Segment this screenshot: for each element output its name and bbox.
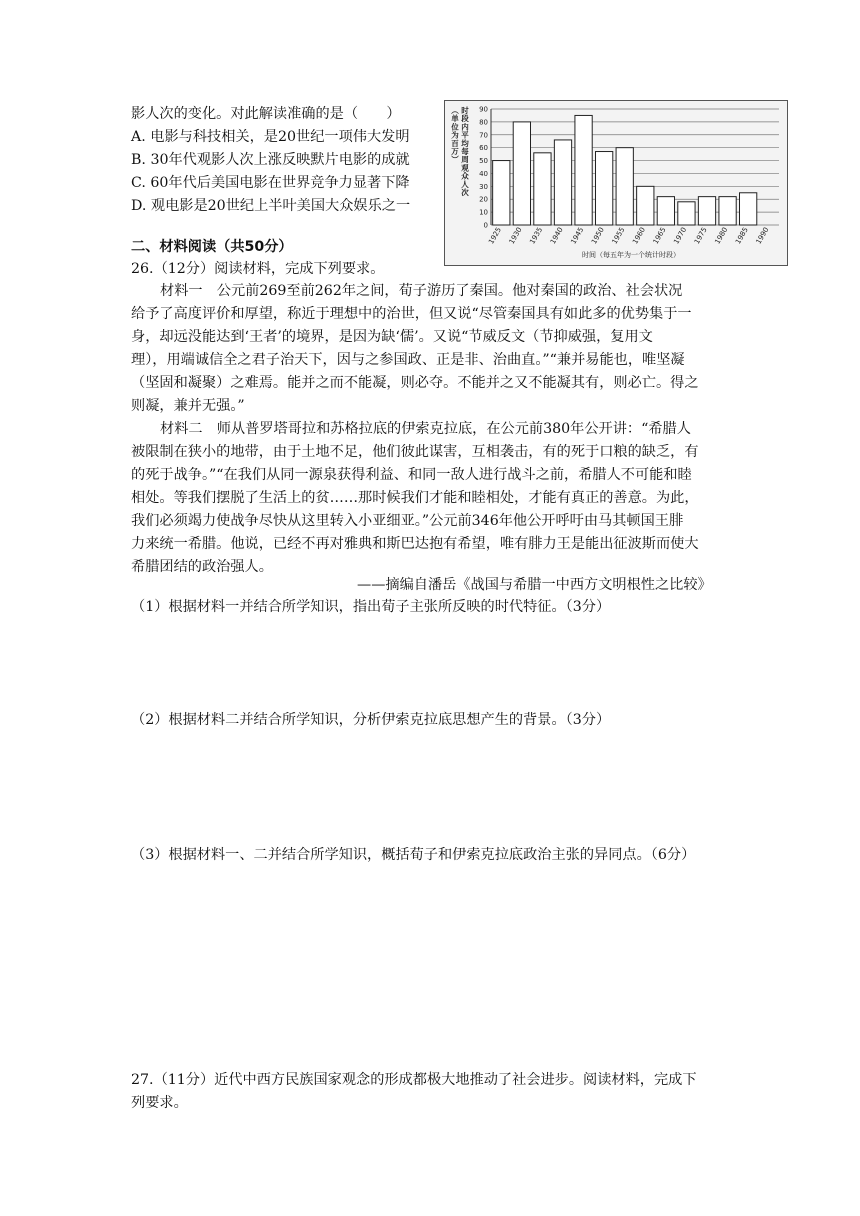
chart-y-label bbox=[450, 105, 469, 197]
q27-line: 27.（11分）近代中西方民族国家观念的形成都极大地推动了社会进步。阅读材料，完成下 bbox=[131, 1072, 697, 1088]
m1-line: 身，却远没能达到‘王者’的境界，是因为缺‘儒’。又说“节威反文（节抑威强，复用文 bbox=[131, 329, 653, 345]
question-stem: 影人次的变化。对此解读准确的是（ ） bbox=[131, 106, 401, 122]
bar-1960 bbox=[637, 186, 654, 225]
y-tick-label: 10 bbox=[479, 208, 488, 217]
y-tick-label: 70 bbox=[479, 131, 488, 140]
x-tick-label: 1985 bbox=[734, 226, 750, 246]
x-tick-label: 1980 bbox=[713, 226, 730, 246]
x-tick-label: 1925 bbox=[487, 226, 504, 246]
bar-1970 bbox=[678, 202, 695, 225]
option-d: D. 观电影是20世纪上半叶美国大众娱乐之一 bbox=[131, 198, 411, 214]
y-label-char: 众 bbox=[461, 171, 469, 181]
m2-line: 材料二 师从普罗塔哥拉和苏格拉底的伊索克拉底，在公元前380年公开讲：“希腊人 bbox=[160, 421, 691, 437]
bar-1945 bbox=[575, 115, 592, 225]
sub-question-2: （2）根据材料二并结合所学知识，分析伊索克拉底思想产生的背景。（3分） bbox=[131, 712, 611, 728]
y-label-char: 段 bbox=[461, 114, 469, 124]
m1-line: 材料一 公元前269至前262年之间，荀子游历了秦国。他对秦国的政治、社会状况 bbox=[160, 283, 683, 299]
m2-line: 希腊团结的政治强人。 bbox=[131, 559, 273, 575]
y-label-char: ︵ bbox=[451, 106, 459, 115]
option-c: C. 60年代后美国电影在世界竞争力显著下降 bbox=[131, 175, 410, 191]
m2-line: 被限制在狭小的地带，由于土地不足，他们彼此谋害，互相袭击，有的死于口粮的缺乏，有 bbox=[131, 444, 699, 460]
m2-line: 我们必须竭力使战争尽快从这里转入小亚细亚。”公元前346年他公开呼吁由马其顿国王腓 bbox=[131, 513, 684, 529]
m2-line: 的死于战争。”“在我们从同一源泉获得利益、和同一敌人进行战斗之前，希腊人不可能和睦 bbox=[131, 467, 692, 483]
section-heading: 二、材料阅读（共50分） bbox=[131, 239, 293, 255]
m1-line: （坚固和凝聚）之难焉。能并之而不能凝，则必夺。不能并之又不能凝其有，则必亡。得之 bbox=[131, 375, 699, 391]
x-tick-label: 1960 bbox=[631, 226, 648, 246]
x-tick-label: 1930 bbox=[507, 226, 524, 246]
source-citation: ——摘编自潘岳《战国与希腊一中西方文明根性之比较》 bbox=[357, 577, 712, 593]
bar-1940 bbox=[554, 140, 571, 225]
chart-y-ticks bbox=[479, 106, 488, 230]
m1-line: 理），用端诚信全之君子治天下，因与之参国政、正是非、治曲直。”“兼并易能也，唯坚凝 bbox=[131, 352, 685, 368]
m1-line: 给予了高度评价和厚望，称近于理想中的治世，但又说“尽管秦国具有如此多的优势集于一 bbox=[131, 306, 692, 322]
sub-question-3: （3）根据材料一、二并结合所学知识，概括荀子和伊索克拉底政治主张的异同点。（6分） bbox=[131, 847, 696, 863]
y-label-char: 次 bbox=[461, 188, 469, 197]
m2-line: 力来统一希腊。他说，已经不再对雅典和斯巴达抱有希望，唯有腓力王是能出征波斯而使大 bbox=[131, 536, 699, 552]
y-tick-label: 30 bbox=[479, 182, 488, 191]
y-label-char: ︶ bbox=[451, 155, 459, 165]
y-tick-label: 60 bbox=[479, 144, 488, 153]
y-label-char: 时 bbox=[461, 106, 469, 115]
x-tick-label: 1990 bbox=[754, 226, 771, 246]
y-label-char: 单 bbox=[451, 114, 459, 124]
y-label-char: 观 bbox=[461, 163, 469, 173]
x-tick-label: 1955 bbox=[610, 226, 627, 246]
chart-svg bbox=[445, 101, 787, 265]
m1-line: 则凝，兼并无强。” bbox=[131, 398, 245, 414]
y-label-char: 为 bbox=[451, 130, 459, 140]
q26-header: 26.（12分）阅读材料，完成下列要求。 bbox=[131, 261, 385, 277]
y-tick-label: 90 bbox=[479, 105, 488, 114]
bar-1950 bbox=[596, 152, 613, 225]
q27-line: 列要求。 bbox=[131, 1095, 188, 1111]
y-label-char: 万 bbox=[451, 147, 459, 156]
bar-1935 bbox=[534, 153, 551, 225]
x-tick-label: 1970 bbox=[672, 226, 689, 246]
bar-1980 bbox=[719, 197, 736, 225]
bar-1965 bbox=[657, 197, 674, 225]
y-tick-label: 20 bbox=[479, 195, 488, 204]
y-label-char: 周 bbox=[461, 155, 469, 165]
chart-bars bbox=[493, 115, 757, 225]
bar-1975 bbox=[698, 197, 715, 225]
bar-1930 bbox=[513, 122, 530, 225]
chart-x-label: 时间（每五年为一个统计时段） bbox=[582, 251, 680, 259]
y-tick-label: 0 bbox=[483, 221, 488, 230]
x-tick-label: 1965 bbox=[651, 226, 668, 246]
y-tick-label: 80 bbox=[479, 118, 488, 127]
x-tick-label: 1945 bbox=[569, 226, 586, 246]
y-label-char: 人 bbox=[461, 179, 469, 189]
x-tick-label: 1975 bbox=[692, 226, 709, 246]
x-tick-label: 1940 bbox=[548, 226, 565, 246]
audience-bar-chart bbox=[444, 100, 788, 266]
y-tick-label: 50 bbox=[479, 157, 488, 166]
sub-question-1: （1）根据材料一并结合所学知识，指出荀子主张所反映的时代特征。（3分） bbox=[131, 599, 611, 615]
bar-1985 bbox=[740, 193, 757, 225]
bar-1955 bbox=[616, 148, 633, 225]
option-a: A. 电影与科技相关，是20世纪一项伟大发明 bbox=[131, 129, 410, 145]
x-tick-label: 1935 bbox=[528, 226, 545, 246]
y-label-char: 内 bbox=[461, 122, 469, 132]
y-label-char: 百 bbox=[451, 138, 459, 148]
y-tick-label: 40 bbox=[479, 169, 488, 178]
y-label-char: 每 bbox=[461, 147, 469, 156]
bar-1925 bbox=[493, 161, 510, 225]
option-b: B. 30年代观影人次上涨反映默片电影的成就 bbox=[131, 152, 410, 168]
y-label-char: 均 bbox=[461, 138, 469, 148]
y-label-char: 位 bbox=[451, 122, 459, 132]
chart-x-ticks bbox=[487, 226, 770, 245]
x-tick-label: 1950 bbox=[590, 226, 606, 246]
y-label-char: 平 bbox=[461, 130, 469, 140]
m2-line: 相处。等我们摆脱了生活上的贫……那时候我们才能和睦相处，才能有真正的善意。为此， bbox=[131, 490, 699, 506]
